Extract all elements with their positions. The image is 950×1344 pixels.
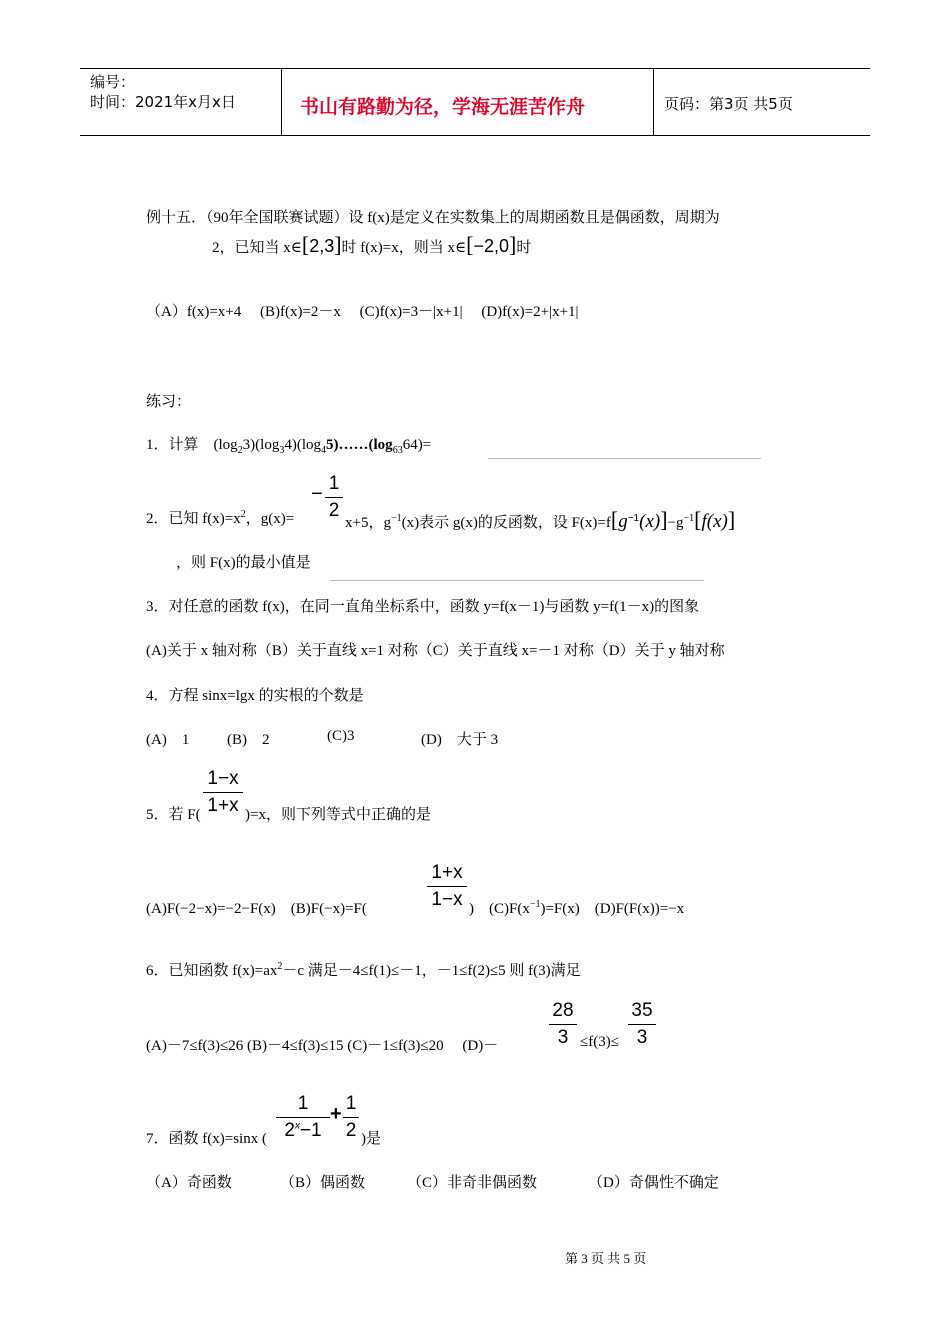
question-4-option-b: (B) 2 — [227, 732, 270, 748]
question-4-option-c: (C)3 — [327, 728, 355, 744]
fraction-denominator: $2^x-1$ — [284, 1120, 322, 1141]
question-2-part1: 2．已知 $f(x)=x^2$，g(x)= — [146, 509, 295, 527]
question-5-options-rest: ) $(C)F(x^{-1})=F(x)$ (D)F(F(x))=−x — [469, 899, 685, 917]
fraction-denominator: 1−x — [431, 889, 463, 910]
fraction-bar — [628, 1024, 656, 1025]
header-bottom-border — [80, 135, 870, 136]
answer-blank-2 — [330, 580, 704, 581]
header-divider-1 — [281, 68, 282, 136]
question-5-option-b-fraction — [427, 862, 467, 911]
page-indicator: 页码：第3页 共5页 — [664, 95, 793, 113]
fraction-denominator: 2 — [328, 500, 340, 521]
question-3: 3．对任意的函数 f(x)，在同一直角坐标系中，函数 y=f(x－1)与函数 y=f(1－x)的图象 — [146, 599, 700, 615]
fraction-bar — [276, 1117, 330, 1118]
fraction-numerator: 1 — [328, 473, 340, 494]
fraction-numerator: 28 — [552, 1000, 574, 1021]
fraction-numerator: 1 — [297, 1093, 309, 1114]
question-6-middle: ≤f(3)≤ — [580, 1034, 619, 1050]
header-motto: 书山有路勤为径，学海无涯苦作舟 — [300, 96, 586, 118]
page-footer: 第 3 页 共 5 页 — [565, 1251, 647, 1266]
fraction-denominator: 1+x — [207, 795, 239, 816]
example-15-line2: 2，已知当 x∈[2,3]时 f(x)=x，则当 x∈[−2,0]时 — [212, 232, 532, 257]
fraction-bar — [427, 886, 467, 887]
fraction-numerator: 1 — [345, 1093, 357, 1114]
question-7-prefix: 7．函数 f(x)=sinx ( — [146, 1131, 267, 1147]
question-5-suffix: )=x，则下列等式中正确的是 — [245, 807, 431, 823]
question-5-fraction — [203, 768, 243, 817]
question-7-option-c: （C）非奇非偶函数 — [407, 1175, 538, 1191]
plus-sign: + — [330, 1103, 342, 1125]
question-6-fraction-2 — [628, 1000, 656, 1049]
question-7-fraction-1 — [276, 1093, 330, 1142]
fraction-numerator: 35 — [631, 1000, 653, 1021]
fraction-bar — [549, 1024, 577, 1025]
question-4: 4．方程 sinx=lgx 的实根的个数是 — [146, 688, 364, 704]
question-7-option-b: （B）偶函数 — [280, 1175, 366, 1191]
answer-blank-1 — [488, 458, 761, 459]
practice-title: 练习： — [146, 394, 192, 410]
fraction-minus-sign: − — [311, 483, 323, 505]
question-4-option-d: (D) 大于 3 — [421, 732, 499, 748]
question-7-suffix: )是 — [361, 1131, 381, 1147]
fraction-denominator: 3 — [557, 1027, 569, 1048]
fraction-one-half — [325, 473, 343, 522]
example-15-line1: 例十五．（90年全国联赛试题）设 f(x)是定义在实数集上的周期函数且是偶函数，周期为 — [146, 210, 720, 226]
question-6-fraction-1 — [549, 1000, 577, 1049]
header-divider-2 — [653, 68, 654, 136]
fraction-numerator: 1−x — [207, 768, 239, 789]
question-6-options: (A)－7≤f(3)≤26 (B)－4≤f(3)≤15 (C)－1≤f(3)≤20 (D)－ — [146, 1038, 499, 1054]
doc-date-label: 时间：2021年x月x日 — [90, 93, 236, 111]
fraction-denominator: 3 — [636, 1027, 648, 1048]
fraction-bar — [343, 1117, 359, 1118]
example-15-options: （A）f(x)=x+4 (B)f(x)=2－x (C)f(x)=3－|x+1| (D)f(x)=2+|x+1| — [146, 304, 579, 320]
doc-code-label: 编号： — [90, 73, 136, 91]
header-top-border — [80, 68, 870, 69]
question-2-line2: ，则 F(x)的最小值是 — [176, 555, 311, 571]
question-4-option-a: (A) 1 — [146, 732, 190, 748]
question-3-options: (A)关于 x 轴对称（B）关于直线 x=1 对称（C）关于直线 x=－1 对称（D）关于 y 轴对称 — [146, 643, 725, 659]
fraction-numerator: 1+x — [431, 862, 463, 883]
question-6: 6．已知函数 $f(x)=ax^2-c$ 满足－4≤f(1)≤－1，－1≤f(2)≤5 则 f(3)满足 — [146, 961, 581, 979]
fraction-bar — [203, 792, 243, 793]
fraction-denominator: 2 — [345, 1120, 357, 1141]
question-5-options: (A)F(−2−x)=−2−F(x) (B)F(−x)=F( — [146, 901, 367, 917]
question-7-option-d: （D）奇偶性不确定 — [588, 1175, 719, 1191]
question-1: 1．计算 $(\log_23)(\log_34)(\log_45)\dots\dots(\log_{63}64)=$ — [146, 437, 432, 456]
question-7-fraction-2 — [343, 1093, 359, 1142]
question-5-prefix: 5．若 F( — [146, 807, 201, 823]
question-2-part2: x+5，$g^{-1}(x)$表示 g(x)的反函数，设 $F(x)=f[g^{-1}(x)]-g^{-1}[f(x)]$ — [345, 507, 736, 532]
fraction-bar — [325, 497, 343, 498]
question-7-option-a: （A）奇函数 — [146, 1175, 232, 1191]
